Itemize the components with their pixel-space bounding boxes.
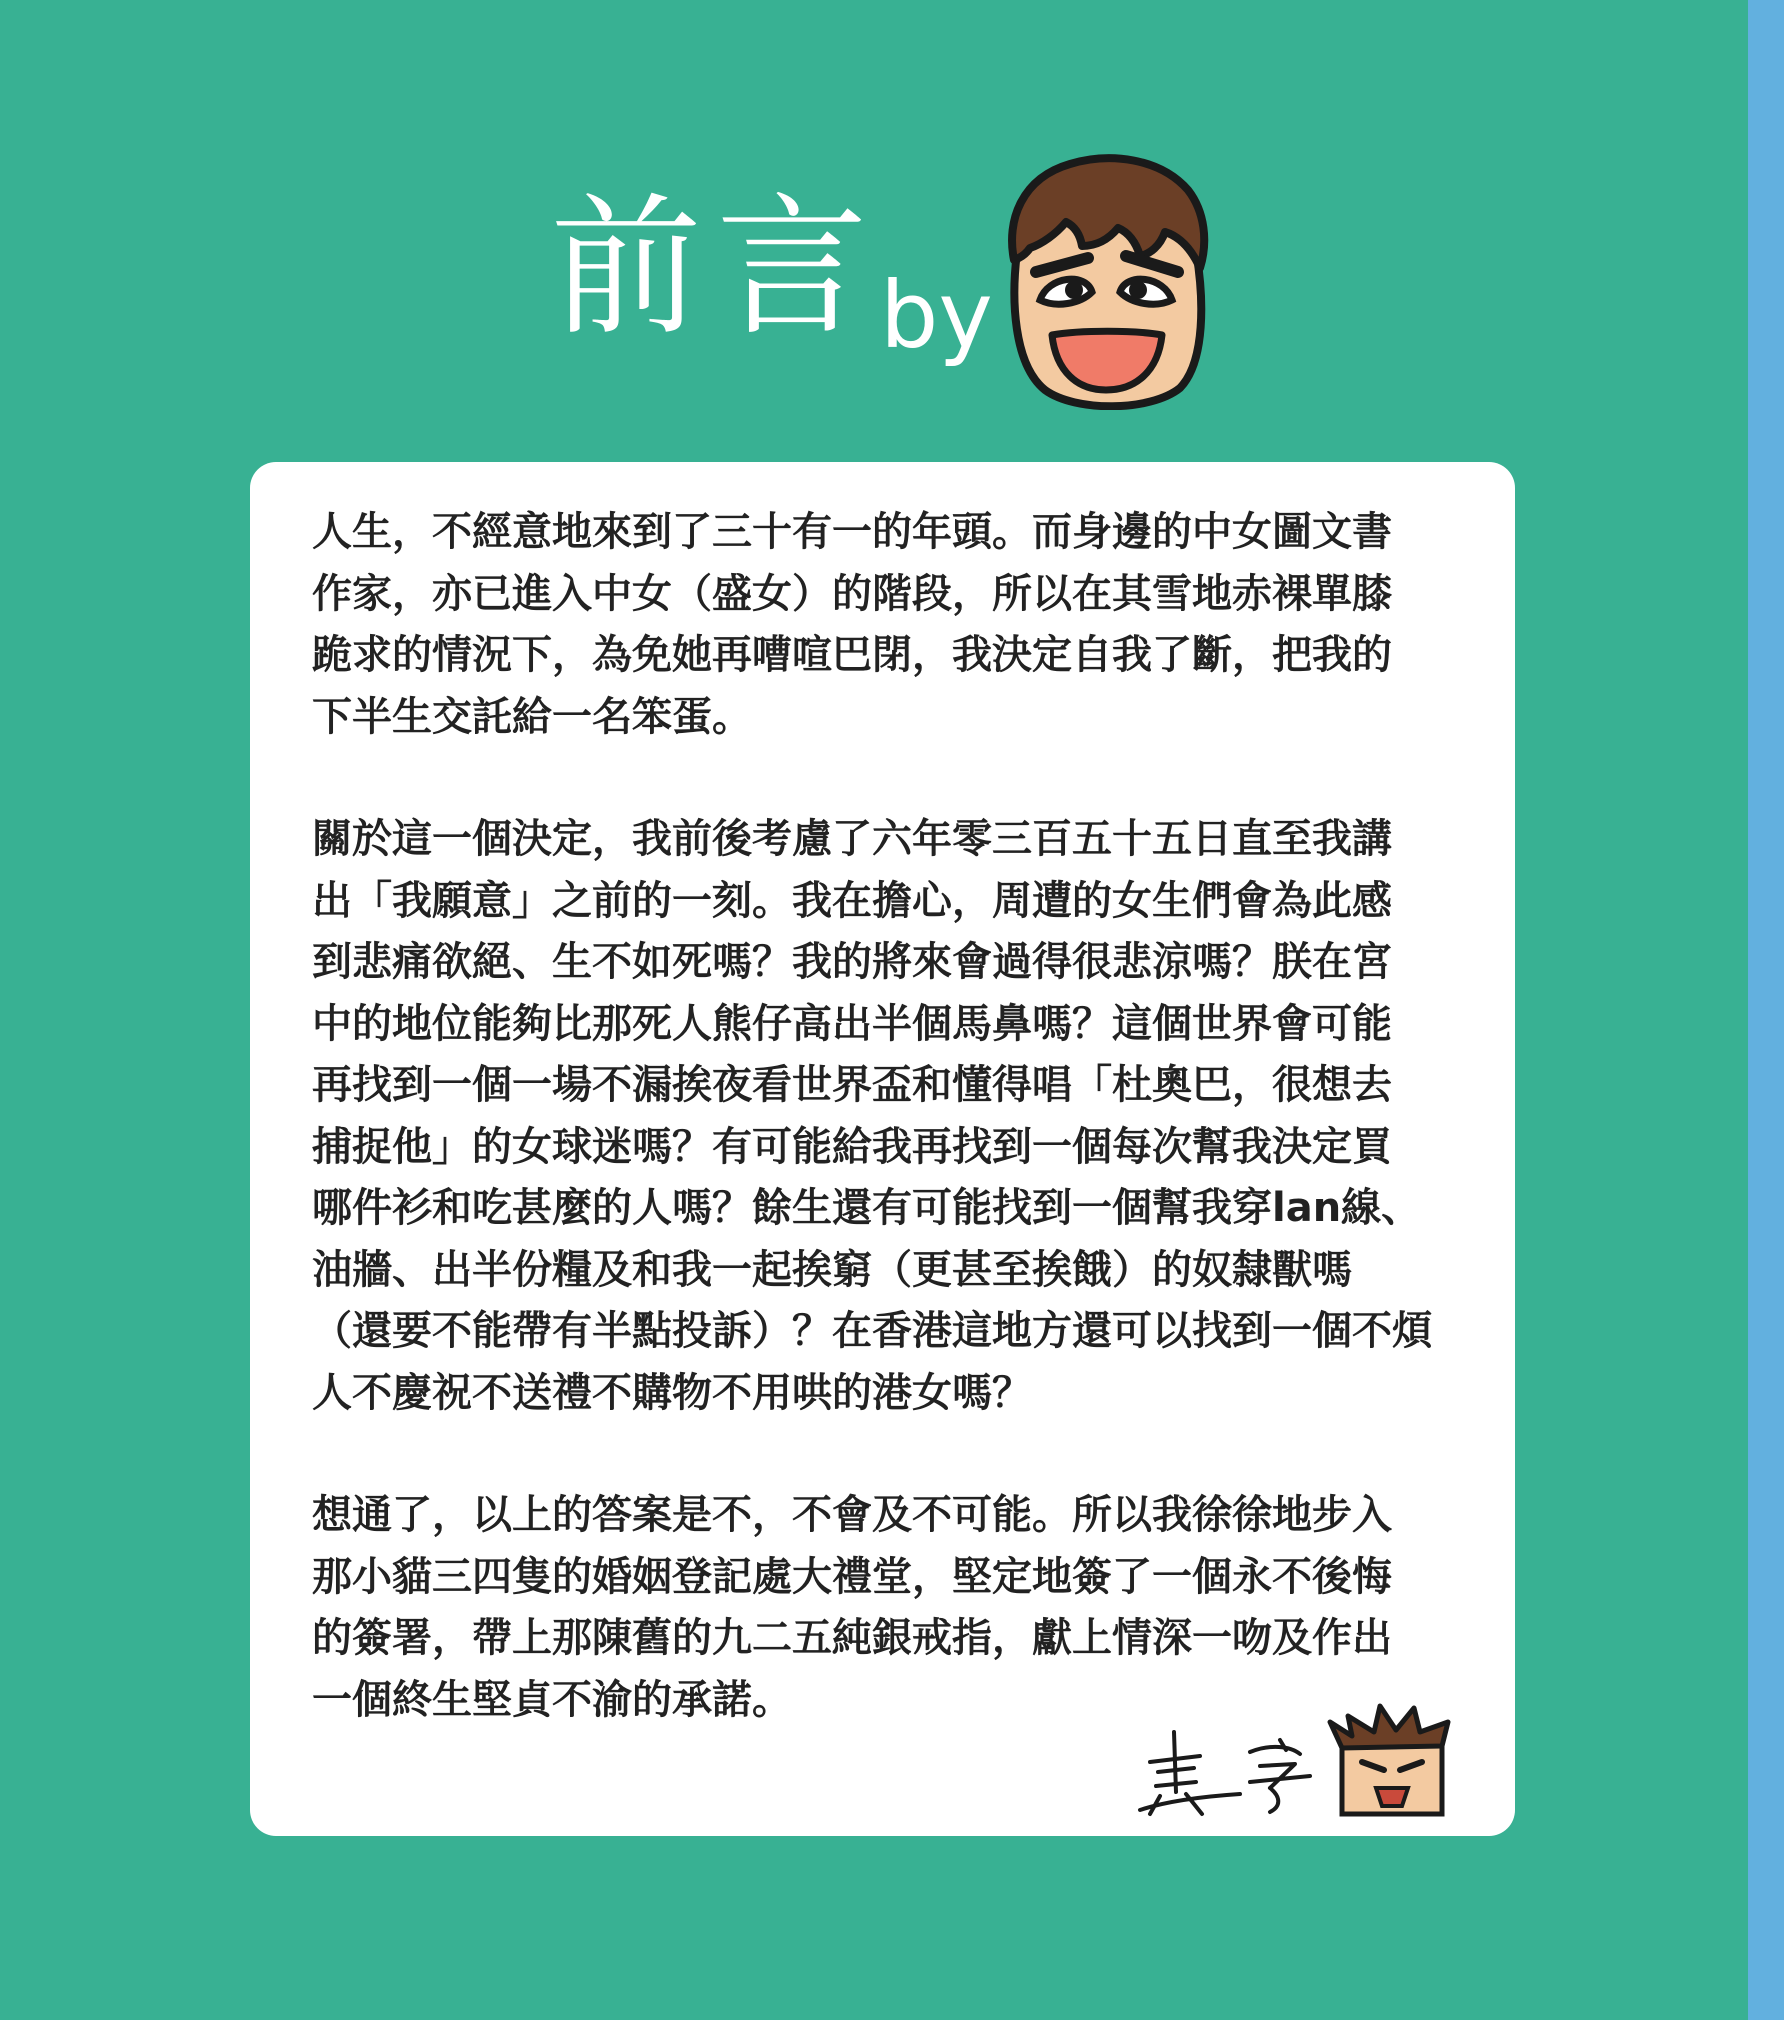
text-line: 中的地位能夠比那死人熊仔高出半個馬鼻嗎？這個世界會可能 (312, 1000, 1392, 1047)
text-line: 捕捉他」的女球迷嗎？有可能給我再找到一個每次幫我決定買 (312, 1123, 1392, 1170)
text-line: 人不慶祝不送禮不購物不用哄的港女嗎？ (312, 1369, 1032, 1416)
text-line: 哪件衫和吃甚麼的人嗎？餘生還有可能找到一個幫我穿lan線、 (312, 1185, 1422, 1231)
text-line: （還要不能帶有半點投訴）？在香港這地方還可以找到一個不煩 (312, 1308, 1432, 1354)
page-title: 前言 (550, 179, 882, 356)
signature-cartoon-icon (1130, 1692, 1470, 1822)
text-line: 一個終生堅貞不渝的承諾。 (312, 1676, 792, 1723)
text-line: 再找到一個一場不漏挨夜看世界盃和懂得唱「杜奧巴，很想去 (312, 1062, 1392, 1108)
text-line: 人生，不經意地來到了三十有一的年頭。而身邊的中女圖文書 (312, 509, 1392, 555)
text-line: 那小貓三四隻的婚姻登記處大禮堂，堅定地簽了一個永不後悔 (312, 1553, 1392, 1600)
text-line: 出「我願意」之前的一刻。我在擔心，周遭的女生們會為此感 (312, 877, 1392, 924)
text-line: 跪求的情況下，為免她再嘈喧巴閉，我決定自我了斷，把我的 (312, 632, 1392, 678)
text-line: 油牆、出半份糧及和我一起挨窮（更甚至挨餓）的奴隸獸嗎 (312, 1246, 1352, 1293)
text-line: 想通了，以上的答案是不，不會及不可能。所以我徐徐地步入 (312, 1492, 1392, 1538)
title-by-label: by (880, 262, 993, 369)
text-line: 下半生交託給一名笨蛋。 (312, 693, 752, 740)
text-line: 的簽署，帶上那陳舊的九二五純銀戒指，獻上情深一吻及作出 (312, 1615, 1392, 1661)
text-line: 作家，亦已進入中女（盛女）的階段，所以在其雪地赤裸單膝 (312, 570, 1392, 617)
text-line: 關於這一個決定，我前後考慮了六年零三百五十五日直至我講 (312, 816, 1392, 862)
right-edge-strip (1748, 0, 1784, 2020)
text-line: 到悲痛欲絕、生不如死嗎？我的將來會過得很悲涼嗎？朕在宮 (312, 939, 1392, 985)
preface-body (312, 502, 1457, 1792)
preface-card (250, 462, 1515, 1836)
cartoon-face-icon (1000, 150, 1210, 410)
paragraph (312, 502, 1457, 748)
paragraph (312, 809, 1457, 1424)
